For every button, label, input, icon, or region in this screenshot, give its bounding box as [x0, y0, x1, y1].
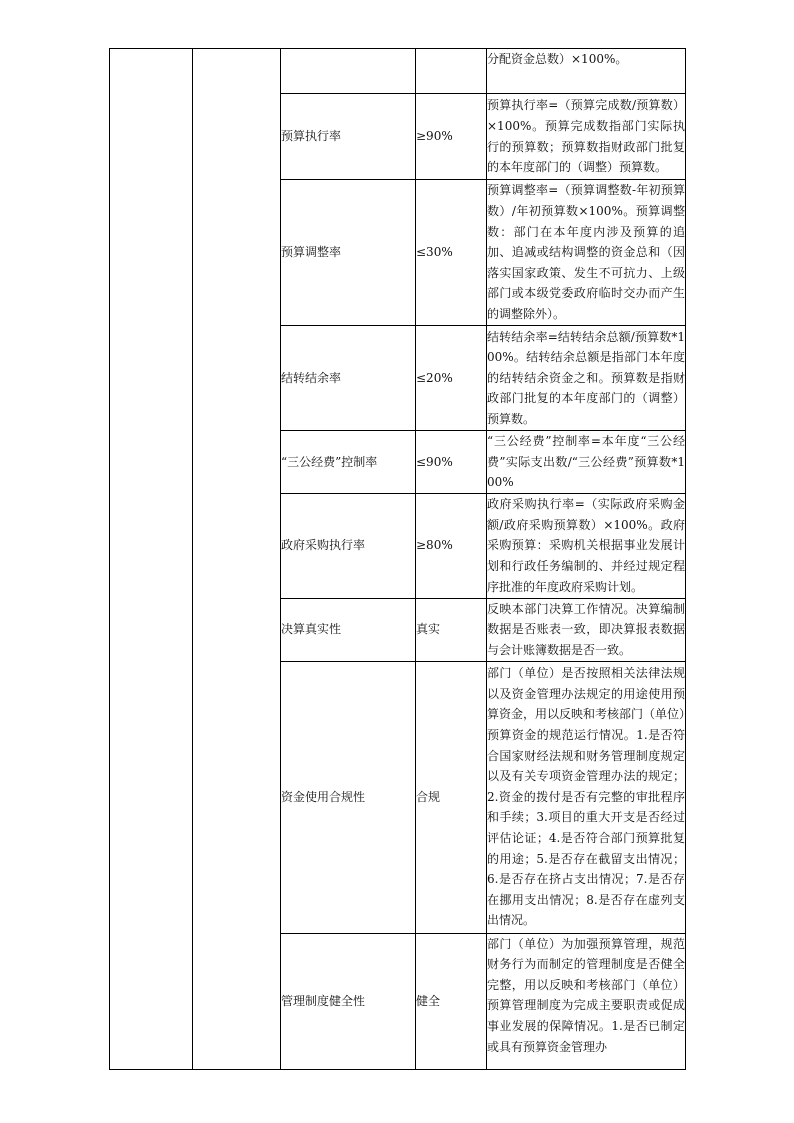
description-text: 预算调整率=（预算调整数-年初预算数）/年初预算数×100%。预算调整数：部门在本年度内涉及预算的追加、追减或结构调整的资金总和（因落实国家政策、发生不可抗力、上级部门或本级党委政府临时交办而产生的调整除外）。 — [487, 183, 685, 321]
description-text: “三公经费”控制率=本年度“三公经费”实际支出数/“三公经费”预算数*100% — [487, 434, 685, 490]
indicator-description-cell — [487, 94, 686, 180]
description-text: 反映本部门决算工作情况。决算编制数据是否账表一致，即决算报表数据与会计账簿数据是否一致。 — [487, 601, 685, 657]
description-text: 预算执行率=（预算完成数/预算数）×100%。预算完成数指部门实际执行的预算数；预算数指财政部门批复的本年度部门的（调整）预算数。 — [487, 98, 685, 175]
indicator-name-cell: “三公经费”控制率 — [281, 431, 416, 494]
indicator-description-cell — [487, 431, 686, 494]
indicator-name-cell: 资金使用合规性 — [281, 661, 416, 933]
indicator-table — [109, 48, 686, 1070]
indicator-description-cell — [487, 933, 686, 1069]
description-text: 结转结余率=结转结余总额/预算数*100%。结转结余总额是指部门本年度的结转结余资金之和。预算数是指财政部门批复的本年度部门的（调整）预算数。 — [487, 329, 685, 426]
indicator-description-cell — [487, 598, 686, 661]
table-row — [110, 49, 686, 94]
description-text: 分配资金总数）×100%。 — [487, 52, 628, 66]
indicator-standard-cell: 合规 — [416, 661, 487, 933]
indicator-standard-cell: ≤90% — [416, 431, 487, 494]
indicator-description-cell — [487, 493, 686, 598]
indicator-description-cell — [487, 49, 686, 94]
indicator-standard-cell: ≤20% — [416, 326, 487, 431]
indicator-name-cell: 政府采购执行率 — [281, 493, 416, 598]
indicator-description-cell — [487, 326, 686, 431]
level1-indicator-cell — [110, 49, 193, 1070]
indicator-standard-cell: ≤30% — [416, 180, 487, 326]
level2-indicator-cell — [193, 49, 281, 1070]
indicator-name-cell: 预算调整率 — [281, 180, 416, 326]
description-text: 部门（单位）为加强预算管理，规范财务行为而制定的管理制度是否健全完整，用以反映和考核部门（单位）预算管理制度为完成主要职责或促成事业发展的保障情况。1.是否已制定或具有预算资金管理办 — [487, 936, 685, 1054]
description-text: 政府采购执行率=（实际政府采购金额/政府采购预算数）×100%。政府采购预算：采购机关根据事业发展计划和行政任务编制的、并经过规定程序批准的年度政府采购计划。 — [487, 497, 685, 594]
indicator-name-cell: 结转结余率 — [281, 326, 416, 431]
indicator-standard-cell: ≥90% — [416, 94, 487, 180]
indicator-name-cell: 管理制度健全性 — [281, 933, 416, 1069]
indicator-standard-cell: 真实 — [416, 598, 487, 661]
indicator-description-cell — [487, 180, 686, 326]
indicator-description-cell — [487, 661, 686, 933]
indicator-name-cell — [281, 49, 416, 94]
indicator-name-cell: 预算执行率 — [281, 94, 416, 180]
indicator-standard-cell: ≥80% — [416, 493, 487, 598]
indicator-standard-cell: 健全 — [416, 933, 487, 1069]
indicator-name-cell: 决算真实性 — [281, 598, 416, 661]
indicator-standard-cell — [416, 49, 487, 94]
description-text: 部门（单位）是否按照相关法律法规以及资金管理办法规定的用途使用预算资金，用以反映和考核部门（单位）预算资金的规范运行情况。1.是否符合国家财经法规和财务管理制度规定以及有关专项资金管理办法的规定；2.资金的拨付是否有完整的审批程序和手续；3.项目的重大开支是否经过评估论证；4.是否符合部门预算批复的用途；5.是否存在截留支出情况；6.是否存在挤占支出情况；7.是否存在挪用支出情况；8.是否存在虚列支出情况。 — [487, 666, 686, 928]
